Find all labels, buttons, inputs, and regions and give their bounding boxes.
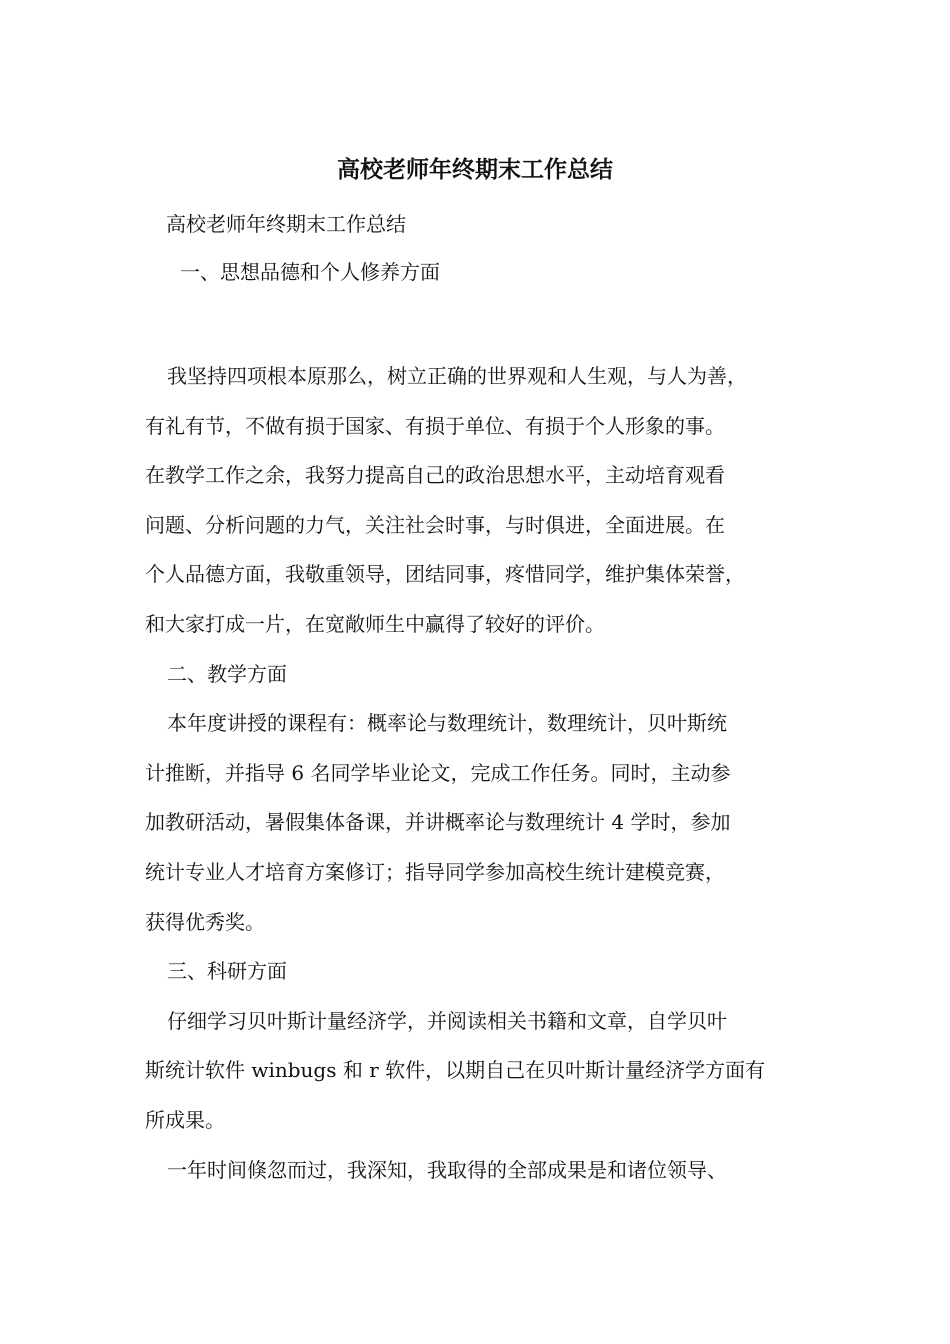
section-heading-teaching: 二、教学方面 [167, 661, 287, 686]
body-line: 获得优秀奖。 [145, 909, 265, 934]
body-line: 有礼有节，不做有损于国家、有损于单位、有损于个人形象的事。 [145, 413, 725, 438]
body-line: 本年度讲授的课程有：概率论与数理统计，数理统计，贝叶斯统 [167, 711, 727, 736]
body-line: 仔细学习贝叶斯计量经济学，并阅读相关书籍和文章，自学贝叶 [167, 1008, 727, 1033]
body-line: 所成果。 [145, 1107, 225, 1132]
body-line: 在教学工作之余，我努力提高自己的政治思想水平，主动培育观看 [145, 463, 725, 488]
body-line: 个人品德方面，我敬重领导，团结同事，疼惜同学，维护集体荣誉， [145, 562, 745, 587]
body-line: 我坚持四项根本原那么，树立正确的世界观和人生观，与人为善， [167, 364, 747, 388]
body-line: 斯统计软件 winbugs 和 r 软件，以期自己在贝叶斯计量经济学方面有 [145, 1058, 766, 1083]
body-line: 加教研活动，暑假集体备课，并讲概率论与数理统计 4 学时，参加 [145, 810, 731, 835]
document-title: 高校老师年终期末工作总结 [337, 156, 613, 183]
section-heading-research: 三、科研方面 [167, 959, 287, 984]
body-line: 和大家打成一片，在宽敞师生中赢得了较好的评价。 [145, 611, 605, 636]
document-body [145, 352, 815, 1195]
body-line: 问题、分析问题的力气，关注社会时事，与时俱进，全面进展。在 [145, 512, 725, 537]
body-line: 一年时间倏忽而过，我深知，我取得的全部成果是和诸位领导、 [167, 1157, 727, 1182]
section-heading-ideology: 一、思想品德和个人修养方面 [180, 260, 440, 284]
document-subtitle: 高校老师年终期末工作总结 [166, 212, 406, 236]
body-line: 统计专业人才培育方案修订；指导同学参加高校生统计建模竞赛， [145, 859, 725, 884]
body-line: 计推断，并指导 6 名同学毕业论文，完成工作任务。同时，主动参 [145, 760, 731, 785]
